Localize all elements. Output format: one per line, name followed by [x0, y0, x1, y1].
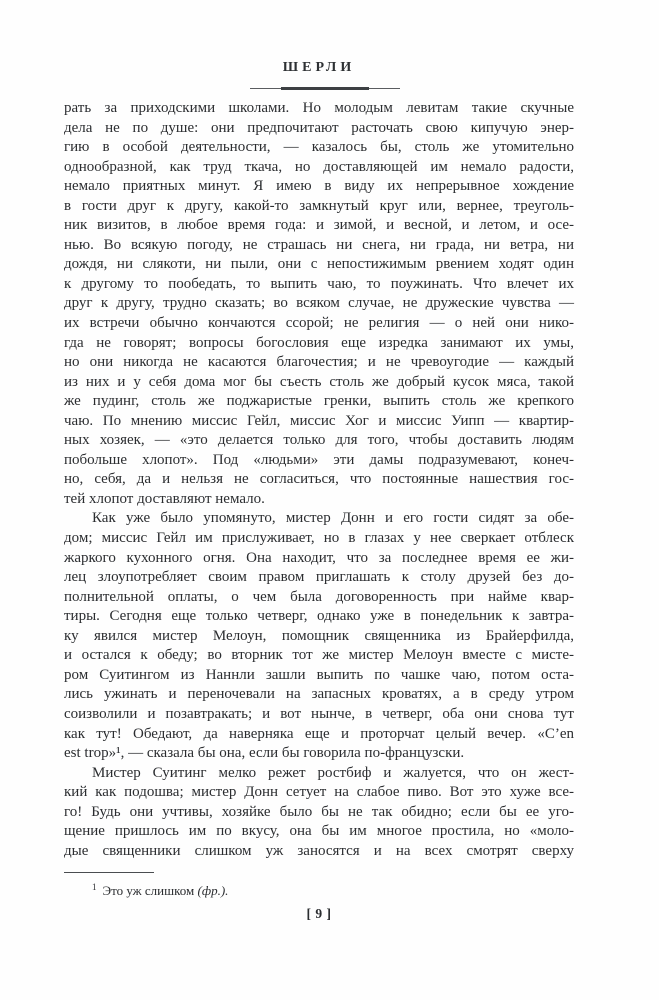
text-line: чаю. По мнению миссис Гейл, миссис Хог и миссис Уипп — квартир- [64, 412, 574, 429]
text-line: к другому то пообедать, то выпить чаю, то поужинать. Что влечет их [64, 275, 574, 292]
text-line: жаркого кухонного огня. Она находит, что за последнее время ее жи- [64, 549, 574, 566]
text-line: тиры. Сегодня еще только четверг, однако уже в понедельник к завтра- [64, 608, 574, 625]
text-line: нью. Во всякую погоду, не страшась ни снега, ни града, ни ветра, ни [64, 236, 574, 253]
text-line: дела не по душе: они предпочитают расточать свою кипучую энер- [64, 119, 574, 136]
text-line: кий как подошва; мистер Донн сетует на слабое пиво. Вот это хуже все- [64, 784, 574, 801]
text-line: рать за приходскими школами. Но молодым левитам такие скучные [64, 100, 574, 116]
text-line: однообразной, как труд ткача, но доставляющей им немало радости, [64, 158, 574, 175]
header-divider [250, 87, 400, 90]
page-number: [ 9 ] [306, 906, 332, 921]
text-line: в гости друг к другу, какой-то замкнутый круг или, вернее, треуголь- [64, 197, 574, 214]
footnote-language-note: (фр.). [197, 883, 229, 898]
text-line: лись ужинать и переночевали на запасных кроватях, а в среду утром [64, 686, 574, 703]
text-line: же пудинг, столь же поджаристые гренки, выпить столь же крепкого [64, 393, 574, 410]
text-line: Мистер Суитинг мелко режет ростбиф и жалуется, что он жест- [92, 764, 574, 781]
text-line: и остался к обеду; во вторник тот же мистер Мелоун вместе с мисте- [64, 647, 574, 664]
footnote-separator [64, 872, 154, 873]
text-line: ром Суитингом из Наннли зашли выпить по чашке чаю, потом оста- [64, 666, 574, 683]
text-line: est trop»¹, — сказала бы она, если бы говорила по-французски. [64, 745, 465, 762]
text-line: ник визитов, в любое время года: и зимой, и весной, и летом, и осе- [64, 217, 574, 234]
running-header-title: ШЕРЛИ [282, 60, 356, 75]
text-line: как тут! Обедают, да наверняка еще и проторчат целый вечер. «C’en [64, 725, 574, 742]
text-line: тей хлопот доставляют немало. [64, 490, 265, 507]
text-line: дождя, ни слякоти, ни пыли, они с непостижимым рвением ходят один [64, 256, 574, 273]
text-line: но они никогда не касаются благочестия; и не чревоугодие — каждый [64, 354, 574, 371]
text-line: го! Будь они учтивы, хозяйке было бы не так обидно; если бы ее уго- [64, 803, 574, 820]
text-line: ку явился мистер Мелоун, помощник священника из Брайерфилда, [64, 627, 574, 644]
text-line: полнительной оплаты, о чем была договоренность при найме квар- [64, 588, 574, 605]
footnote-marker: 1 [92, 882, 97, 892]
text-line: гда не говорят; вопросы богословия еще изредка занимают их умы, [64, 334, 574, 351]
text-line: дые священники слишком уж заносятся и на всех смотрят сверху [64, 842, 574, 859]
text-line: ных хозяек, — «это делается только для того, чтобы доставить людям [64, 432, 574, 449]
text-line: дом; миссис Гейл им прислуживает, но в глазах у нее сверкает отблеск [64, 530, 574, 547]
text-line: друг к другу, трудно сказать; во всяком случае, не дружеские чувства — [64, 295, 574, 312]
text-line: из них и у себя дома мог бы съесть столь же добрый кусок мяса, такой [64, 373, 574, 390]
text-line: Как уже было упомянуто, мистер Донн и его гости сидят за обе- [92, 510, 574, 527]
footnote [64, 879, 574, 899]
text-line: но, себя, да и нельзя не согласиться, что постоянные нашествия гос- [64, 471, 574, 488]
text-line: побольше хлопот». Под «людьми» эти дамы подразумевают, конеч- [64, 451, 574, 468]
text-line: гию в особой деятельности, — казалось бы, столь же утомительно [64, 139, 574, 156]
text-line: их встречи обычно кончаются ссорой; не религия — о ней они нико- [64, 315, 574, 332]
text-line: лец злоупотребляет своим правом приглашать к столу друзей без до- [64, 569, 574, 586]
footnote-text: Это уж слишком [102, 883, 198, 898]
body-text [64, 99, 574, 861]
text-line: соизволили и позавтракать; и вот нынче, в четверг, оба они снова тут [64, 705, 574, 722]
text-line: немало приятных минут. Я имею в виду их непрерывное хождение [64, 178, 574, 195]
text-line: щение пришлось им по вкусу, она бы им многое простила, но «моло- [64, 823, 574, 840]
